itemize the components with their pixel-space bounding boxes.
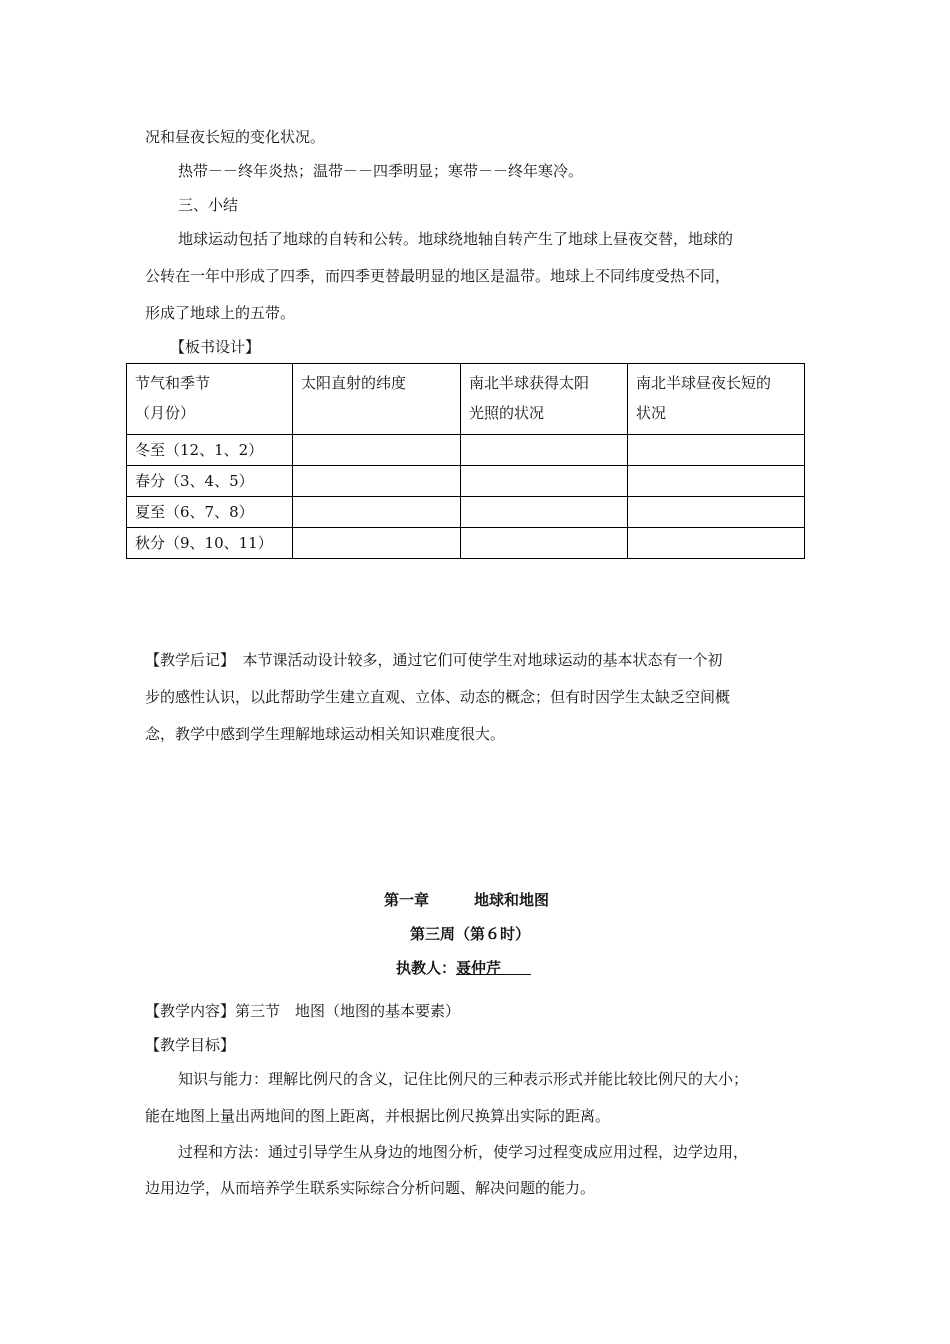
week-title: 第三周（第６时）: [410, 925, 531, 943]
teacher-label: 执教人：: [396, 959, 457, 977]
table-cell: [628, 466, 805, 497]
summary-line-1: 地球运动包括了地球的自转和公转。地球绕地轴自转产生了地球上昼夜交替，地球的: [178, 230, 734, 248]
header-cell-sunlight: 南北半球获得太阳 光照的状况: [461, 364, 628, 435]
table-cell: [461, 528, 628, 559]
summary-line-2: 公转在一年中形成了四季，而四季更替最明显的地区是温带。地球上不同纬度受热不同，: [145, 267, 731, 285]
chapter-title: 第一章 地球和地图: [384, 891, 550, 909]
afterword-line-3: 念，教学中感到学生理解地球运动相关知识难度很大。: [145, 725, 506, 743]
table-cell: [628, 528, 805, 559]
lesson-content: 【教学内容】第三节 地图（地图的基本要素）: [145, 1002, 461, 1020]
table-cell: [628, 435, 805, 466]
table-row: [127, 528, 805, 559]
goal2-line-1: 过程和方法：通过引导学生从身边的地图分析，使学习过程变成应用过程，边学边用，: [178, 1143, 749, 1161]
paragraph-continuation: 况和昼夜长短的变化状况。: [145, 128, 326, 146]
table-header-row: [127, 364, 805, 435]
goal2-line-2: 边用边学，从而培养学生联系实际综合分析问题、解决问题的能力。: [145, 1179, 596, 1197]
table-cell: [628, 497, 805, 528]
table-cell: [461, 435, 628, 466]
goal1-line-2: 能在地图上量出两地间的图上距离，并根据比例尺换算出实际的距离。: [145, 1107, 611, 1125]
table-row: [127, 497, 805, 528]
goals-heading: 【教学目标】: [145, 1036, 236, 1054]
table-cell: 春分（3、4、5）: [127, 466, 293, 497]
board-design-heading: 【板书设计】: [170, 338, 261, 356]
table-cell: [293, 466, 461, 497]
table-cell: [461, 466, 628, 497]
climate-zones-text: 热带－－终年炎热；温带－－四季明显；寒带－－终年寒冷。: [178, 162, 584, 180]
table-cell: [293, 528, 461, 559]
teacher-line: [396, 958, 531, 978]
summary-line-3: 形成了地球上的五带。: [145, 304, 296, 322]
afterword-line-2: 步的感性认识，以此帮助学生建立直观、立体、动态的概念；但有时因学生太缺乏空间概: [145, 688, 731, 706]
header-cell-latitude: 太阳直射的纬度: [293, 364, 461, 435]
board-design-table: [126, 363, 805, 559]
header-cell-season: 节气和季节 （月份）: [127, 364, 293, 435]
afterword-line-1: 【教学后记】 本节课活动设计较多，通过它们可使学生对地球运动的基本状态有一个初: [145, 651, 723, 669]
teacher-name: 聂仲芹: [456, 959, 502, 977]
table-cell: [461, 497, 628, 528]
table-cell: 夏至（6、7、8）: [127, 497, 293, 528]
header-cell-daylength: 南北半球昼夜长短的 状况: [628, 364, 805, 435]
table-cell: [293, 435, 461, 466]
goal1-line-1: 知识与能力：理解比例尺的含义，记住比例尺的三种表示形式并能比较比例尺的大小；: [178, 1070, 749, 1088]
summary-heading: 三、小结: [178, 196, 239, 214]
table-row: [127, 435, 805, 466]
table-cell: 冬至（12、1、2）: [127, 435, 293, 466]
table-cell: [293, 497, 461, 528]
table-cell: 秋分（9、10、11）: [127, 528, 293, 559]
table-row: [127, 466, 805, 497]
